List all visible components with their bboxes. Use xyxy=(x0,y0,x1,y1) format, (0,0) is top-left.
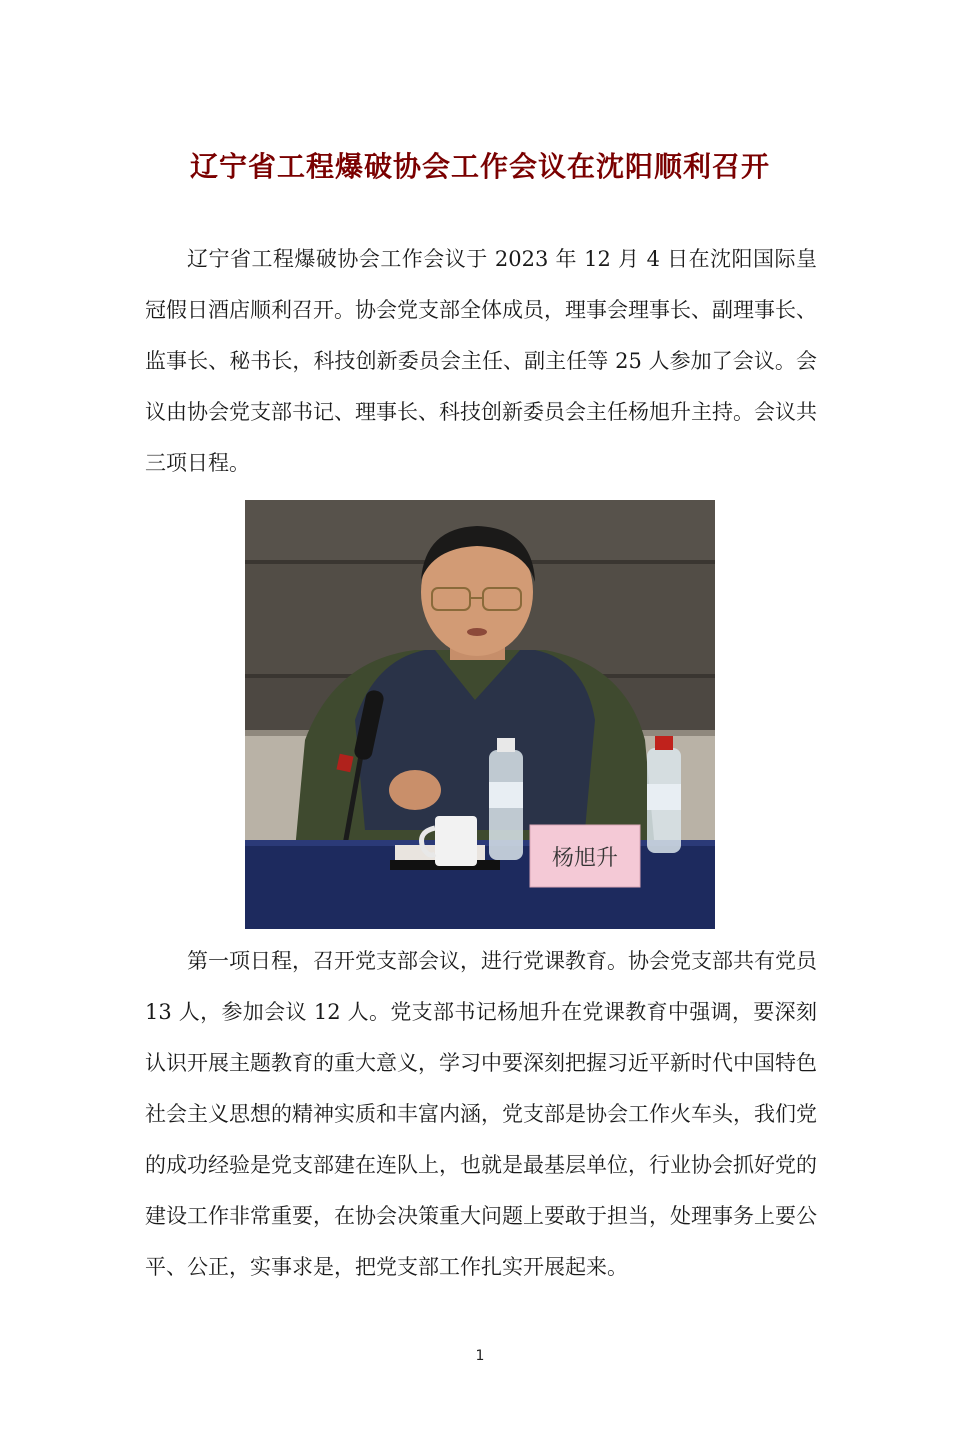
page-number: 1 xyxy=(475,1348,485,1364)
page-title: 辽宁省工程爆破协会工作会议在沈阳顺利召开 xyxy=(189,149,770,183)
nameplate-label: 杨旭升 xyxy=(551,846,619,871)
meeting-photo xyxy=(245,500,715,929)
paragraph-intro: 辽宁省工程爆破协会工作会议于 2023 年 12 月 4 日在沈阳国际皇冠假日酒店顺利召开。协会党支部全体成员，理事会理事长、副理事长、监事长、秘书长，科技创新委员会主任、副主任等 25 人参加了会议。会议由协会党支部书记、理事长、科技创新委员会主任杨旭升主持。会议共三项日程。 xyxy=(145,247,817,475)
paragraph-agenda-1: 第一项日程，召开党支部会议，进行党课教育。协会党支部共有党员 13 人，参加会议 12 人。党支部书记杨旭升在党课教育中强调，要深刻认识开展主题教育的重大意义，学习中要深刻把握习近平新时代中国特色社会主义思想的精神实质和丰富内涵，党支部是协会工作火车头，我们党的成功经验是党支部建在连队上，也就是最基层单位，行业协会抓好党的建设工作非常重要，在协会决策重大问题上要敢于担当，处理事务上要公平、公正，实事求是，把党支部工作扎实开展起来。 xyxy=(145,949,817,1279)
